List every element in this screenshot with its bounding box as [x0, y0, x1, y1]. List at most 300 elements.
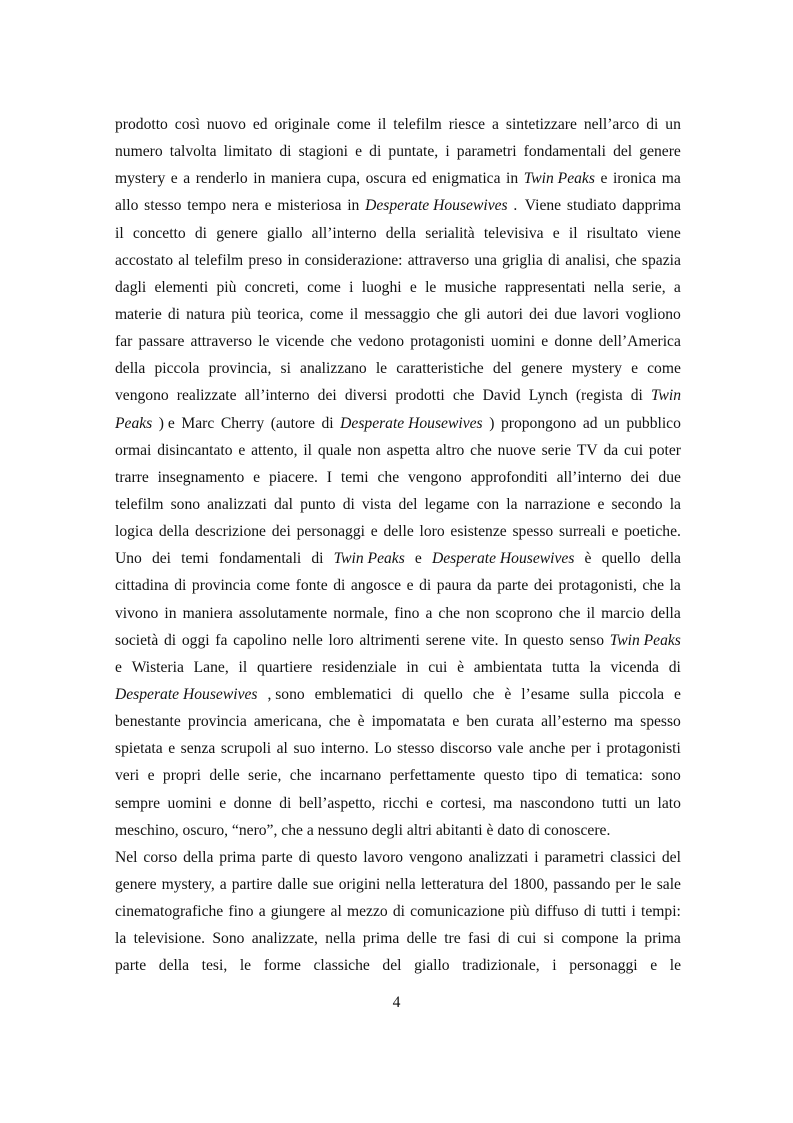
word: il	[568, 224, 578, 242]
text-line	[115, 681, 681, 708]
italic-title: Desperate Housewives	[340, 414, 483, 432]
word: le	[375, 360, 388, 378]
text-line	[115, 410, 681, 437]
word: aspetta	[386, 441, 430, 459]
word: tutti	[601, 794, 627, 812]
text-line	[115, 274, 681, 301]
word: sono	[170, 495, 201, 513]
word: passando	[553, 875, 611, 893]
word: letteratura	[420, 875, 484, 893]
text-line	[115, 301, 681, 328]
word: quale	[317, 441, 352, 459]
word: nell’arco	[583, 116, 640, 133]
word: di	[279, 794, 292, 812]
text-line	[115, 844, 681, 871]
word: messaggio	[364, 305, 431, 323]
word: renderlo	[195, 170, 248, 188]
word: analisi,	[565, 251, 610, 269]
word: del	[613, 143, 633, 161]
word: la	[669, 577, 681, 595]
italic-title: Twin	[650, 387, 681, 405]
text-line	[115, 871, 681, 898]
word: la	[115, 930, 127, 948]
word: provincia	[187, 713, 247, 731]
text-line	[115, 762, 681, 789]
word: che	[615, 251, 637, 269]
word: tutta	[551, 658, 580, 676]
word: bell’aspetto,	[298, 794, 376, 812]
word: e	[219, 794, 227, 812]
word: di	[321, 414, 334, 432]
word: senza	[180, 740, 216, 758]
word: far	[115, 333, 133, 351]
word: vale	[497, 740, 524, 758]
word: dal	[273, 495, 293, 513]
word: la	[506, 495, 518, 513]
word: luoghi	[361, 278, 402, 296]
word: le	[669, 957, 681, 975]
word: prima	[219, 848, 256, 866]
word: da	[603, 441, 619, 459]
word: Lynch	[528, 387, 568, 405]
word: un	[665, 116, 681, 133]
word: temi	[340, 468, 369, 486]
word: spietata	[115, 740, 163, 758]
word: al	[276, 740, 288, 758]
word: talvolta	[169, 143, 217, 161]
word: e	[414, 550, 422, 568]
word: e	[168, 740, 176, 758]
word: analizzano	[300, 360, 367, 378]
word: piccola	[619, 685, 665, 703]
word: accostato	[115, 251, 174, 269]
word: del	[382, 957, 402, 975]
text-line	[115, 437, 681, 464]
word: origini	[338, 875, 381, 893]
word: vengono	[115, 387, 169, 405]
word: diffuso	[534, 903, 579, 921]
word: realizzate	[176, 387, 237, 405]
text-line	[115, 952, 681, 979]
word: e	[355, 143, 363, 161]
word: che	[642, 577, 665, 595]
word: per	[615, 875, 636, 893]
word: attraverso	[190, 333, 253, 351]
word: marcio	[601, 604, 645, 622]
word: mystery	[571, 360, 622, 378]
word: poter	[648, 441, 681, 459]
word: il	[349, 305, 359, 323]
word: come	[647, 360, 681, 378]
word: , sono	[267, 685, 305, 703]
word: insegnamento	[157, 468, 245, 486]
word: trarre	[115, 468, 149, 486]
word: che	[472, 685, 495, 703]
word: comunicazione	[410, 903, 505, 921]
word: di	[333, 577, 346, 595]
italic-title: Desperate Housewives	[365, 197, 508, 215]
word: in	[506, 170, 519, 188]
word: nella	[593, 278, 625, 296]
word: allo	[115, 197, 139, 215]
word: e	[147, 767, 155, 785]
word: perfettamente	[389, 767, 476, 785]
word: come	[256, 577, 291, 595]
word: piccola	[154, 360, 200, 378]
word: piacere.	[268, 468, 318, 486]
word: studiato	[566, 197, 617, 215]
word: delle	[383, 523, 414, 541]
word: nascondono	[519, 794, 595, 812]
word: e	[238, 441, 246, 459]
word: griglia	[502, 251, 543, 269]
word: cinematografiche	[115, 903, 224, 921]
word: che	[330, 333, 352, 351]
word: vista	[361, 495, 392, 513]
word: e	[370, 523, 378, 541]
word: e	[611, 523, 619, 541]
word: sono	[651, 767, 681, 785]
word: è	[357, 713, 365, 731]
word: nuovo	[206, 116, 246, 133]
word: donne	[554, 333, 593, 351]
word: ed	[252, 116, 268, 133]
word: vedono	[358, 333, 405, 351]
word: dapprima	[622, 197, 681, 215]
word: analizzati	[468, 848, 529, 866]
word: e	[650, 957, 658, 975]
word: ricchi	[382, 794, 419, 812]
word: vite.	[471, 631, 499, 649]
word: che	[289, 767, 312, 785]
word: il	[238, 658, 248, 676]
word: Sono	[212, 930, 245, 948]
word: tradizionale,	[462, 957, 540, 975]
word: di	[342, 495, 355, 513]
word: punto	[300, 495, 336, 513]
word: che	[470, 441, 492, 459]
word: parametri	[456, 143, 517, 161]
word: telefilm	[393, 116, 442, 133]
word: donne	[233, 794, 272, 812]
word: della	[650, 604, 681, 622]
word: l’esame	[521, 685, 570, 703]
word: vicenda	[610, 658, 659, 676]
word: di	[646, 116, 659, 133]
word: prima	[362, 930, 400, 948]
word: questo	[522, 631, 564, 649]
word: in	[347, 197, 360, 215]
word: Nel	[115, 848, 138, 866]
word: dei	[529, 305, 549, 323]
italic-title: Desperate Housewives	[115, 685, 258, 703]
word: misteriosa	[277, 197, 342, 215]
word: altrimenti	[359, 631, 420, 649]
word: non	[466, 604, 490, 622]
word: tematica:	[585, 767, 644, 785]
word: di	[279, 143, 292, 161]
word: più	[216, 278, 237, 296]
word: che	[377, 468, 400, 486]
text-line	[115, 654, 681, 681]
word: genere	[115, 875, 157, 893]
word: Lane,	[193, 658, 229, 676]
word: materie	[115, 305, 162, 323]
word: a	[183, 170, 191, 188]
word: descrizione	[194, 523, 266, 541]
word: classiche	[313, 957, 370, 975]
word: due	[658, 468, 681, 486]
word: questo	[316, 848, 358, 866]
word: è	[504, 685, 512, 703]
word: parte	[261, 848, 293, 866]
word: dagli	[115, 278, 147, 296]
word: suo	[293, 740, 316, 758]
word: la	[669, 495, 681, 513]
word: un	[634, 794, 651, 812]
word: caratteristiche	[396, 360, 484, 378]
text-line	[115, 790, 681, 817]
word: serie,	[248, 767, 282, 785]
word: TV	[576, 441, 598, 459]
word: vicende	[275, 333, 325, 351]
word: dell’America	[598, 333, 681, 351]
word: serialità	[425, 224, 475, 242]
word: quello	[601, 550, 641, 568]
word: fasi	[467, 930, 491, 948]
word: classici	[610, 848, 656, 866]
word: protagonisti,	[558, 577, 637, 595]
text-line	[115, 898, 681, 925]
word: autori	[486, 305, 524, 323]
word: genere	[639, 143, 681, 161]
word: stagioni	[298, 143, 348, 161]
text-line	[115, 247, 681, 274]
text-line	[115, 572, 681, 599]
word: vivono	[115, 604, 159, 622]
word: così	[174, 116, 200, 133]
word: analizzati	[207, 495, 267, 513]
word: teorica,	[257, 305, 304, 323]
word: che	[328, 713, 351, 731]
word: all’interno	[244, 387, 310, 405]
word: parte	[115, 957, 147, 975]
word: per	[570, 740, 591, 758]
word: i	[349, 278, 354, 296]
word: cui	[428, 658, 448, 676]
word: uomini	[167, 794, 212, 812]
word: di	[565, 767, 578, 785]
word: residenziale	[322, 658, 397, 676]
word: del	[492, 360, 512, 378]
text-line	[115, 464, 681, 491]
word: provincia	[191, 577, 251, 595]
word: cupa,	[326, 170, 361, 188]
word: le	[239, 957, 252, 975]
word: di	[164, 631, 177, 649]
word: all’esterno	[541, 713, 607, 731]
word: al	[178, 251, 190, 269]
word: attento,	[251, 441, 298, 459]
text-line	[115, 165, 681, 192]
word: mystery	[115, 170, 166, 188]
word: puntate,	[388, 143, 439, 161]
word: poetiche.	[624, 523, 681, 541]
word: interno.	[320, 740, 369, 758]
word: e	[409, 278, 417, 296]
word: del	[488, 875, 509, 893]
word: e	[452, 713, 460, 731]
word: uomini	[490, 333, 536, 351]
word: scrupoli	[220, 740, 272, 758]
word: prima	[644, 930, 681, 948]
word: di	[174, 577, 187, 595]
word: spesso	[512, 523, 554, 541]
text-line	[115, 382, 681, 409]
word: paura	[436, 577, 472, 595]
word: di	[630, 387, 643, 405]
word: al	[330, 903, 342, 921]
word: riesce	[448, 116, 486, 133]
word: e	[115, 658, 122, 676]
word: nera	[231, 197, 259, 215]
word: e	[264, 197, 272, 215]
word: oscura	[365, 170, 407, 188]
word: anche	[529, 740, 566, 758]
word: Marc	[181, 414, 215, 432]
word: elementi	[154, 278, 209, 296]
text-line	[115, 328, 681, 355]
word: maniera	[182, 604, 233, 622]
word: partire	[231, 875, 273, 893]
word: ed	[411, 170, 427, 188]
word: parte	[497, 577, 529, 595]
text-line	[115, 925, 681, 952]
word: i	[631, 903, 636, 921]
italic-title: Twin Peaks	[609, 631, 681, 649]
word: spazia	[641, 251, 681, 269]
word: originale	[274, 116, 330, 133]
word: diversi	[344, 387, 388, 405]
word: della	[183, 848, 214, 866]
word: enigmatica	[432, 170, 501, 188]
word: ad	[582, 414, 598, 432]
word: spesso	[640, 713, 681, 731]
word: temi	[181, 550, 209, 568]
word: dalle	[277, 875, 308, 893]
word: di	[668, 658, 681, 676]
word: impomatata	[371, 713, 446, 731]
text-line	[115, 220, 681, 247]
word: sintetizzare	[505, 116, 577, 133]
word: della	[115, 360, 146, 378]
word: prodotto	[115, 116, 168, 133]
text-line	[115, 735, 681, 762]
word: oggi	[181, 631, 210, 649]
word: stesso	[144, 197, 182, 215]
word: mystery,	[161, 875, 215, 893]
word: e	[552, 224, 560, 242]
text-line	[115, 600, 681, 627]
word: gli	[464, 305, 481, 323]
word: più	[231, 305, 252, 323]
word: i	[552, 957, 557, 975]
word: i	[596, 740, 601, 758]
word: è	[457, 658, 465, 676]
word: come	[336, 116, 371, 133]
word: curata	[495, 713, 535, 731]
word: serie,	[632, 278, 666, 296]
italic-title: Desperate Housewives	[431, 550, 575, 568]
word: cui	[624, 441, 644, 459]
word: discorso	[439, 740, 492, 758]
word: si	[280, 360, 291, 378]
word: di	[311, 550, 324, 568]
word: mezzo	[346, 903, 388, 921]
word: a	[425, 604, 433, 622]
word: )	[489, 414, 495, 432]
text-line	[115, 111, 681, 138]
word: normale,	[333, 604, 389, 622]
word: rappresentati	[504, 278, 586, 296]
word: meschino, oscuro, “nero”, che a nessuno degli altri abitanti è dato di conoscere.	[115, 821, 611, 839]
word: dei	[533, 577, 553, 595]
word: veri	[115, 767, 140, 785]
word: nelle	[292, 631, 323, 649]
word: in	[253, 170, 266, 188]
word: tesi,	[201, 957, 228, 975]
word: telefilm	[115, 495, 164, 513]
word: corso	[143, 848, 178, 866]
word: sue	[312, 875, 334, 893]
text-line	[115, 817, 681, 844]
word: nuove	[497, 441, 536, 459]
word: e	[674, 685, 681, 703]
word: ma	[661, 170, 681, 188]
word: preso	[248, 251, 283, 269]
word: il	[115, 224, 124, 242]
italic-title: Peaks	[115, 414, 153, 432]
word: ormai	[115, 441, 152, 459]
word: società	[115, 631, 159, 649]
word: a	[673, 278, 681, 296]
word: televisiva	[483, 224, 544, 242]
word: compone	[561, 930, 619, 948]
word: forme	[263, 957, 301, 975]
word: tutti	[601, 903, 627, 921]
word: narrazione	[524, 495, 591, 513]
word: numero	[115, 143, 163, 161]
word: ) e	[158, 414, 175, 432]
word: ambientata	[473, 658, 543, 676]
word: sempre	[115, 794, 161, 812]
word: personaggi	[296, 523, 365, 541]
word: della	[385, 224, 417, 242]
word: . Viene	[513, 197, 562, 215]
word: del	[398, 495, 418, 513]
word: sale	[656, 875, 681, 893]
word: di	[497, 930, 510, 948]
word: lavori	[582, 305, 620, 323]
word: nella	[385, 875, 416, 893]
word: della	[158, 523, 190, 541]
word: considerazione:	[304, 251, 403, 269]
word: si	[543, 930, 555, 948]
word: parametri	[544, 848, 605, 866]
text-line	[115, 491, 681, 518]
word: ben	[466, 713, 489, 731]
word: genere	[216, 224, 258, 242]
